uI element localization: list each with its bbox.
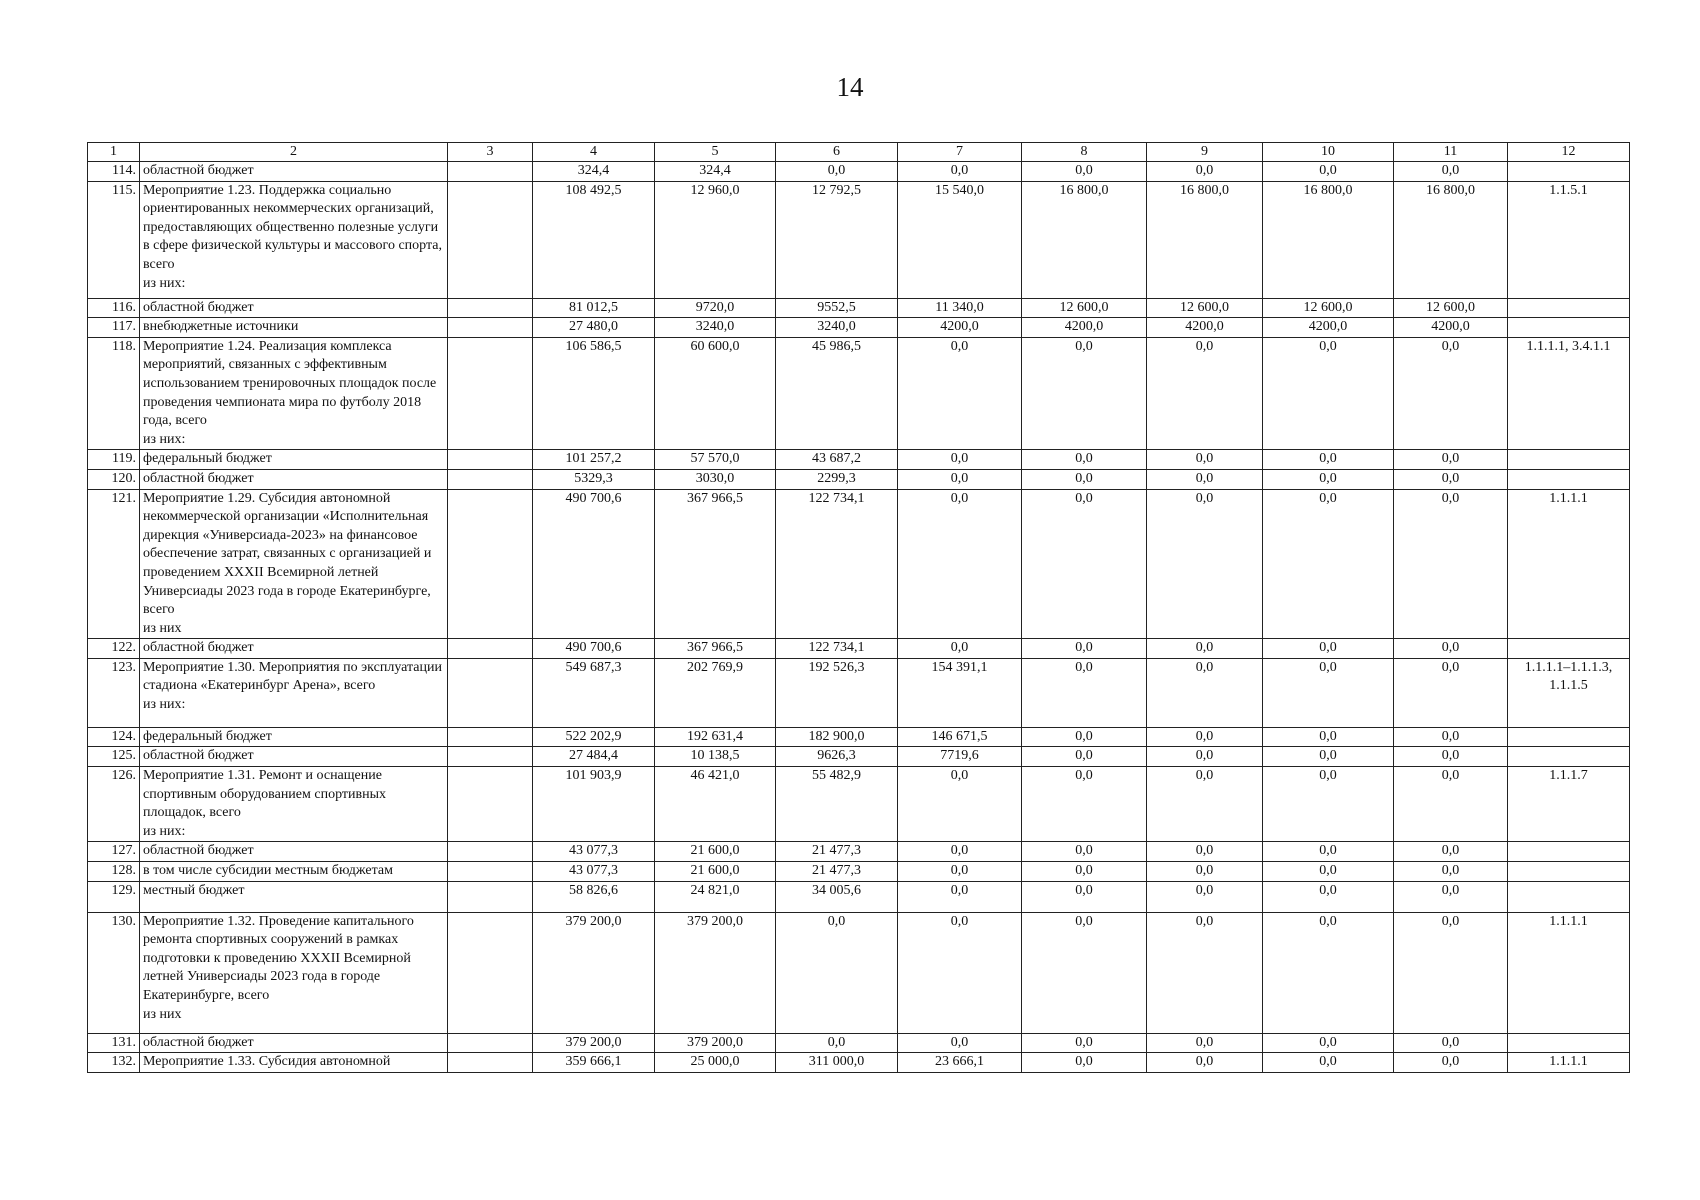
cell-col-6: 0,0 (776, 912, 898, 1033)
cell-col-11: 0,0 (1394, 489, 1508, 639)
cell-col-6: 55 482,9 (776, 767, 898, 842)
cell-col-11: 0,0 (1394, 639, 1508, 659)
cell-target-ref (1508, 842, 1630, 862)
cell-col-9: 0,0 (1147, 489, 1263, 639)
row-number: 120. (88, 469, 140, 489)
cell-col-3 (448, 727, 533, 747)
row-number: 116. (88, 298, 140, 318)
cell-col-6: 122 734,1 (776, 489, 898, 639)
cell-col-5: 379 200,0 (655, 912, 776, 1033)
table-row (88, 842, 1630, 862)
cell-col-6: 122 734,1 (776, 639, 898, 659)
table-row (88, 912, 1630, 1033)
row-number: 127. (88, 842, 140, 862)
cell-target-ref: 1.1.1.1–1.1.1.3, 1.1.1.5 (1508, 658, 1630, 727)
row-description: областной бюджет (140, 639, 448, 659)
cell-target-ref: 1.1.1.1 (1508, 912, 1630, 1033)
table-row (88, 489, 1630, 639)
cell-col-3 (448, 181, 533, 298)
cell-col-8: 0,0 (1022, 881, 1147, 912)
cell-col-11: 0,0 (1394, 767, 1508, 842)
cell-col-11: 0,0 (1394, 658, 1508, 727)
cell-col-3 (448, 318, 533, 338)
cell-col-8: 0,0 (1022, 1033, 1147, 1053)
row-number: 130. (88, 912, 140, 1033)
table-row (88, 298, 1630, 318)
table-row (88, 881, 1630, 912)
cell-col-6: 182 900,0 (776, 727, 898, 747)
cell-col-11: 0,0 (1394, 881, 1508, 912)
table-row (88, 639, 1630, 659)
row-number: 131. (88, 1033, 140, 1053)
cell-target-ref (1508, 881, 1630, 912)
cell-target-ref (1508, 162, 1630, 182)
cell-target-ref: 1.1.1.1 (1508, 1053, 1630, 1073)
column-header: 5 (655, 143, 776, 162)
cell-col-7: 0,0 (898, 639, 1022, 659)
cell-col-4: 101 903,9 (533, 767, 655, 842)
cell-target-ref (1508, 298, 1630, 318)
cell-col-9: 0,0 (1147, 639, 1263, 659)
cell-col-7: 0,0 (898, 162, 1022, 182)
row-description: внебюджетные источники (140, 318, 448, 338)
cell-col-4: 549 687,3 (533, 658, 655, 727)
cell-col-7: 0,0 (898, 842, 1022, 862)
cell-col-6: 34 005,6 (776, 881, 898, 912)
cell-col-8: 0,0 (1022, 1053, 1147, 1073)
cell-col-7: 154 391,1 (898, 658, 1022, 727)
cell-col-6: 2299,3 (776, 469, 898, 489)
cell-target-ref (1508, 450, 1630, 470)
cell-col-11: 0,0 (1394, 162, 1508, 182)
column-header: 8 (1022, 143, 1147, 162)
cell-col-5: 202 769,9 (655, 658, 776, 727)
cell-col-5: 24 821,0 (655, 881, 776, 912)
cell-col-5: 324,4 (655, 162, 776, 182)
cell-target-ref (1508, 639, 1630, 659)
row-description: Мероприятие 1.24. Реализация комплекса мероприятий, связанных с эффективным использованием тренировочных площадок после проведения чемпионата мира по футболу 2018 года, всего из них: (140, 337, 448, 450)
cell-col-11: 0,0 (1394, 450, 1508, 470)
cell-col-10: 0,0 (1263, 1033, 1394, 1053)
table-row (88, 337, 1630, 450)
row-description: местный бюджет (140, 881, 448, 912)
page-number: 14 (836, 72, 864, 102)
cell-col-5: 3030,0 (655, 469, 776, 489)
cell-col-5: 21 600,0 (655, 842, 776, 862)
cell-col-10: 0,0 (1263, 639, 1394, 659)
cell-col-7: 0,0 (898, 912, 1022, 1033)
row-description: Мероприятие 1.32. Проведение капитального ремонта спортивных сооружений в рамках подготовки к проведению XXXII Всемирной летней Универсиады 2023 года в городе Екатеринбурге, всего из них (140, 912, 448, 1033)
column-header: 12 (1508, 143, 1630, 162)
cell-target-ref: 1.1.1.7 (1508, 767, 1630, 842)
cell-col-8: 16 800,0 (1022, 181, 1147, 298)
cell-col-5: 12 960,0 (655, 181, 776, 298)
cell-col-8: 0,0 (1022, 489, 1147, 639)
cell-col-7: 11 340,0 (898, 298, 1022, 318)
cell-col-8: 4200,0 (1022, 318, 1147, 338)
column-header: 9 (1147, 143, 1263, 162)
cell-col-6: 311 000,0 (776, 1053, 898, 1073)
row-number: 114. (88, 162, 140, 182)
cell-col-10: 0,0 (1263, 469, 1394, 489)
cell-col-3 (448, 1053, 533, 1073)
cell-col-11: 0,0 (1394, 337, 1508, 450)
column-header: 2 (140, 143, 448, 162)
cell-col-9: 0,0 (1147, 337, 1263, 450)
row-description: областной бюджет (140, 747, 448, 767)
column-header: 3 (448, 143, 533, 162)
cell-col-9: 0,0 (1147, 862, 1263, 882)
cell-col-3 (448, 842, 533, 862)
cell-col-3 (448, 639, 533, 659)
cell-col-6: 45 986,5 (776, 337, 898, 450)
table-row (88, 862, 1630, 882)
cell-col-9: 12 600,0 (1147, 298, 1263, 318)
cell-col-10: 12 600,0 (1263, 298, 1394, 318)
cell-target-ref (1508, 862, 1630, 882)
cell-col-6: 9626,3 (776, 747, 898, 767)
row-number: 124. (88, 727, 140, 747)
row-description: федеральный бюджет (140, 450, 448, 470)
header-row (88, 143, 1630, 162)
cell-col-9: 0,0 (1147, 162, 1263, 182)
cell-col-11: 4200,0 (1394, 318, 1508, 338)
cell-col-11: 0,0 (1394, 747, 1508, 767)
cell-col-5: 379 200,0 (655, 1033, 776, 1053)
cell-col-7: 0,0 (898, 489, 1022, 639)
row-description: Мероприятие 1.30. Мероприятия по эксплуатации стадиона «Екатеринбург Арена», всего из них: (140, 658, 448, 727)
cell-col-7: 146 671,5 (898, 727, 1022, 747)
cell-col-6: 0,0 (776, 1033, 898, 1053)
row-number: 117. (88, 318, 140, 338)
cell-col-10: 4200,0 (1263, 318, 1394, 338)
cell-col-6: 12 792,5 (776, 181, 898, 298)
cell-target-ref: 1.1.1.1, 3.4.1.1 (1508, 337, 1630, 450)
cell-col-8: 0,0 (1022, 862, 1147, 882)
cell-col-8: 0,0 (1022, 639, 1147, 659)
cell-col-4: 379 200,0 (533, 1033, 655, 1053)
cell-col-7: 0,0 (898, 1033, 1022, 1053)
cell-col-4: 106 586,5 (533, 337, 655, 450)
cell-col-9: 4200,0 (1147, 318, 1263, 338)
cell-col-3 (448, 658, 533, 727)
row-description: Мероприятие 1.33. Субсидия автономной (140, 1053, 448, 1073)
cell-col-10: 0,0 (1263, 747, 1394, 767)
cell-col-7: 0,0 (898, 862, 1022, 882)
cell-col-8: 0,0 (1022, 337, 1147, 450)
table-row (88, 318, 1630, 338)
cell-col-10: 0,0 (1263, 842, 1394, 862)
table-row (88, 162, 1630, 182)
cell-target-ref (1508, 747, 1630, 767)
cell-col-4: 58 826,6 (533, 881, 655, 912)
cell-col-9: 0,0 (1147, 881, 1263, 912)
cell-col-9: 0,0 (1147, 1053, 1263, 1073)
cell-target-ref (1508, 1033, 1630, 1053)
cell-col-5: 9720,0 (655, 298, 776, 318)
row-description: областной бюджет (140, 469, 448, 489)
cell-col-4: 379 200,0 (533, 912, 655, 1033)
cell-col-7: 0,0 (898, 469, 1022, 489)
cell-col-3 (448, 450, 533, 470)
cell-col-4: 108 492,5 (533, 181, 655, 298)
cell-col-4: 490 700,6 (533, 639, 655, 659)
row-number: 118. (88, 337, 140, 450)
cell-col-3 (448, 162, 533, 182)
cell-col-5: 21 600,0 (655, 862, 776, 882)
cell-col-9: 0,0 (1147, 658, 1263, 727)
cell-col-11: 0,0 (1394, 842, 1508, 862)
table-row (88, 767, 1630, 842)
column-header: 11 (1394, 143, 1508, 162)
cell-col-10: 0,0 (1263, 450, 1394, 470)
table-row (88, 747, 1630, 767)
cell-col-4: 81 012,5 (533, 298, 655, 318)
table-row (88, 450, 1630, 470)
cell-col-5: 46 421,0 (655, 767, 776, 842)
cell-col-3 (448, 489, 533, 639)
cell-col-4: 490 700,6 (533, 489, 655, 639)
table-row (88, 1053, 1630, 1073)
cell-col-6: 9552,5 (776, 298, 898, 318)
cell-col-11: 0,0 (1394, 469, 1508, 489)
row-number: 129. (88, 881, 140, 912)
cell-col-11: 0,0 (1394, 1053, 1508, 1073)
cell-col-5: 3240,0 (655, 318, 776, 338)
cell-col-3 (448, 298, 533, 318)
cell-col-3 (448, 862, 533, 882)
row-number: 115. (88, 181, 140, 298)
cell-col-5: 192 631,4 (655, 727, 776, 747)
cell-col-5: 25 000,0 (655, 1053, 776, 1073)
column-header: 7 (898, 143, 1022, 162)
row-number: 119. (88, 450, 140, 470)
table-row (88, 469, 1630, 489)
cell-col-7: 15 540,0 (898, 181, 1022, 298)
cell-col-7: 0,0 (898, 450, 1022, 470)
cell-col-10: 16 800,0 (1263, 181, 1394, 298)
cell-col-10: 0,0 (1263, 489, 1394, 639)
cell-target-ref (1508, 469, 1630, 489)
cell-col-8: 0,0 (1022, 747, 1147, 767)
cell-col-7: 0,0 (898, 881, 1022, 912)
cell-col-3 (448, 1033, 533, 1053)
cell-col-11: 0,0 (1394, 912, 1508, 1033)
row-number: 121. (88, 489, 140, 639)
column-header: 4 (533, 143, 655, 162)
cell-col-4: 43 077,3 (533, 862, 655, 882)
row-description: федеральный бюджет (140, 727, 448, 747)
cell-col-10: 0,0 (1263, 1053, 1394, 1073)
cell-col-10: 0,0 (1263, 862, 1394, 882)
cell-target-ref (1508, 318, 1630, 338)
row-number: 123. (88, 658, 140, 727)
cell-col-10: 0,0 (1263, 337, 1394, 450)
row-description: областной бюджет (140, 298, 448, 318)
cell-col-5: 57 570,0 (655, 450, 776, 470)
cell-col-9: 0,0 (1147, 767, 1263, 842)
cell-target-ref: 1.1.5.1 (1508, 181, 1630, 298)
cell-col-4: 359 666,1 (533, 1053, 655, 1073)
cell-col-11: 16 800,0 (1394, 181, 1508, 298)
cell-col-7: 4200,0 (898, 318, 1022, 338)
cell-col-9: 0,0 (1147, 842, 1263, 862)
cell-col-3 (448, 881, 533, 912)
table-row (88, 727, 1630, 747)
row-description: областной бюджет (140, 162, 448, 182)
cell-col-4: 101 257,2 (533, 450, 655, 470)
cell-col-7: 7719,6 (898, 747, 1022, 767)
cell-col-10: 0,0 (1263, 912, 1394, 1033)
cell-col-6: 3240,0 (776, 318, 898, 338)
row-description: в том числе субсидии местным бюджетам (140, 862, 448, 882)
cell-col-3 (448, 767, 533, 842)
cell-col-5: 367 966,5 (655, 489, 776, 639)
row-description: Мероприятие 1.29. Субсидия автономной некоммерческой организации «Исполнительная дирекция «Универсиада-2023» на финансовое обеспечение затрат, связанных с организацией и проведением XXXII Всемирной летней Универсиады 2023 года в городе Екатеринбурге, всего из них (140, 489, 448, 639)
cell-col-5: 10 138,5 (655, 747, 776, 767)
cell-col-11: 0,0 (1394, 862, 1508, 882)
cell-col-9: 0,0 (1147, 1033, 1263, 1053)
cell-col-9: 0,0 (1147, 450, 1263, 470)
cell-col-3 (448, 912, 533, 1033)
cell-col-9: 16 800,0 (1147, 181, 1263, 298)
cell-col-9: 0,0 (1147, 912, 1263, 1033)
cell-col-10: 0,0 (1263, 162, 1394, 182)
cell-col-8: 0,0 (1022, 912, 1147, 1033)
budget-table (87, 142, 1630, 1073)
cell-col-5: 367 966,5 (655, 639, 776, 659)
cell-col-8: 0,0 (1022, 842, 1147, 862)
row-description: Мероприятие 1.31. Ремонт и оснащение спортивным оборудованием спортивных площадок, всего из них: (140, 767, 448, 842)
cell-col-7: 0,0 (898, 337, 1022, 450)
cell-col-9: 0,0 (1147, 469, 1263, 489)
column-header: 1 (88, 143, 140, 162)
cell-col-11: 0,0 (1394, 727, 1508, 747)
row-description: областной бюджет (140, 842, 448, 862)
cell-col-6: 192 526,3 (776, 658, 898, 727)
cell-col-4: 324,4 (533, 162, 655, 182)
cell-col-4: 522 202,9 (533, 727, 655, 747)
table-row (88, 658, 1630, 727)
cell-col-3 (448, 469, 533, 489)
column-header: 10 (1263, 143, 1394, 162)
cell-col-3 (448, 747, 533, 767)
cell-col-8: 0,0 (1022, 450, 1147, 470)
cell-col-3 (448, 337, 533, 450)
cell-col-10: 0,0 (1263, 727, 1394, 747)
cell-col-6: 21 477,3 (776, 842, 898, 862)
row-number: 125. (88, 747, 140, 767)
row-number: 128. (88, 862, 140, 882)
cell-col-8: 0,0 (1022, 658, 1147, 727)
cell-col-9: 0,0 (1147, 747, 1263, 767)
row-description: Мероприятие 1.23. Поддержка социально ориентированных некоммерческих организаций, предоставляющих общественно полезные услуги в сфере физической культуры и массового спорта, всего из них: (140, 181, 448, 298)
column-header: 6 (776, 143, 898, 162)
cell-col-11: 0,0 (1394, 1033, 1508, 1053)
cell-col-11: 12 600,0 (1394, 298, 1508, 318)
cell-col-7: 23 666,1 (898, 1053, 1022, 1073)
cell-col-4: 43 077,3 (533, 842, 655, 862)
cell-col-10: 0,0 (1263, 767, 1394, 842)
cell-col-8: 0,0 (1022, 767, 1147, 842)
cell-target-ref: 1.1.1.1 (1508, 489, 1630, 639)
cell-target-ref (1508, 727, 1630, 747)
row-number: 126. (88, 767, 140, 842)
cell-col-8: 0,0 (1022, 727, 1147, 747)
table-body (88, 162, 1630, 1073)
cell-col-4: 27 484,4 (533, 747, 655, 767)
cell-col-6: 43 687,2 (776, 450, 898, 470)
cell-col-8: 0,0 (1022, 469, 1147, 489)
cell-col-7: 0,0 (898, 767, 1022, 842)
cell-col-6: 0,0 (776, 162, 898, 182)
cell-col-4: 27 480,0 (533, 318, 655, 338)
cell-col-4: 5329,3 (533, 469, 655, 489)
cell-col-6: 21 477,3 (776, 862, 898, 882)
cell-col-10: 0,0 (1263, 881, 1394, 912)
table-row (88, 1033, 1630, 1053)
cell-col-9: 0,0 (1147, 727, 1263, 747)
cell-col-8: 12 600,0 (1022, 298, 1147, 318)
cell-col-8: 0,0 (1022, 162, 1147, 182)
table-row (88, 181, 1630, 298)
cell-col-10: 0,0 (1263, 658, 1394, 727)
row-number: 132. (88, 1053, 140, 1073)
cell-col-5: 60 600,0 (655, 337, 776, 450)
row-number: 122. (88, 639, 140, 659)
row-description: областной бюджет (140, 1033, 448, 1053)
